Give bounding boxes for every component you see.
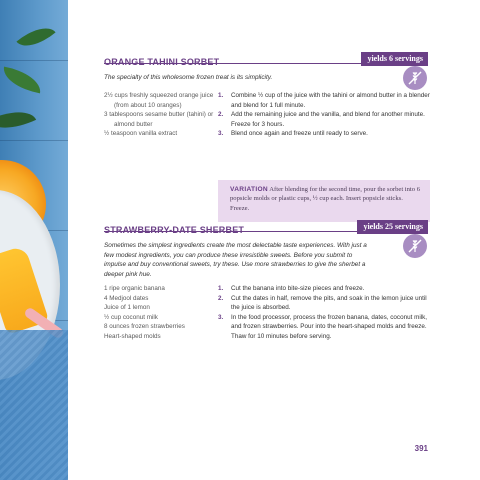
- ingredients-list: [104, 91, 216, 139]
- step-item: [218, 110, 430, 129]
- ingredient-item: Juice of 1 lemon: [104, 304, 150, 312]
- gluten-free-wheat-icon: [403, 66, 427, 90]
- ingredient-item: 3 tablespoons sesame butter (tahini) or almond butter: [104, 111, 214, 128]
- step-item: [218, 284, 430, 294]
- step-text: Blend once again and freeze until ready to serve.: [231, 130, 368, 138]
- ingredient-item: 4 Medjool dates: [104, 294, 149, 302]
- ingredient-item: ½ cup coconut milk: [104, 313, 158, 321]
- ingredient-item: 2½ cups freshly squeezed orange juice (from about 10 oranges): [104, 92, 214, 109]
- step-number: 1.: [218, 285, 224, 292]
- step-number: 3.: [218, 130, 224, 138]
- step-text: Cut the dates in half, remove the pits, and soak in the lemon juice until the juice is absorbed.: [231, 294, 427, 312]
- step-number: 3.: [218, 313, 224, 321]
- ingredient-item: ½ teaspoon vanilla extract: [104, 130, 178, 138]
- step-number: 2.: [218, 294, 224, 302]
- variation-text: After blending for the second time, pour the sorbet into 6 popsicle molds or plastic cups, ½ cup each. Insert popsicle sticks. Freeze.: [230, 186, 421, 212]
- steps-list: [218, 284, 430, 342]
- gluten-free-wheat-icon: [403, 234, 427, 258]
- yields-label: yields 6 servings: [361, 52, 428, 66]
- recipe-title: STRAWBERRY-DATE SHERBET: [104, 225, 245, 235]
- recipe-intro: Sometimes the simplest ingredients create the most delectable taste experiences. With just a few modest ingredients, you can produce these irresistible sweets. Before you submit to impulse and buy conventional sweets, try these. Use more strawberries to give the sherbet a deeper pink hue.: [104, 242, 367, 278]
- ingredients-list: [104, 284, 216, 342]
- ingredient-item: 8 ounces frozen strawberries: [104, 323, 185, 331]
- recipe-title: ORANGE TAHINI SORBET: [104, 57, 220, 67]
- step-item: [218, 313, 430, 342]
- page-number: 391: [414, 444, 428, 453]
- step-text: In the food processor, process the frozen banana, dates, coconut milk, and frozen strawberries. Pour into the heart-shaped molds and freeze. Thaw for 10 minutes before serving.: [231, 313, 428, 340]
- step-text: Add the remaining juice and the vanilla, and blend for another minute. Freeze for 3 hours.: [231, 111, 425, 128]
- step-item: [218, 129, 430, 139]
- ingredient-item: Heart-shaped molds: [104, 332, 161, 340]
- variation-box: [218, 180, 430, 222]
- step-number: 2.: [218, 111, 224, 119]
- step-text: Combine ½ cup of the juice with the tahini or almond butter in a blender and blend for 1 full minute.: [231, 92, 430, 109]
- yields-label: yields 25 servings: [357, 220, 428, 234]
- step-number: 1.: [218, 92, 224, 99]
- step-item: [218, 294, 430, 313]
- step-text: Cut the banana into bite-size pieces and freeze.: [231, 285, 365, 292]
- ingredient-item: 1 ripe organic banana: [104, 285, 165, 292]
- orange-popsicle-photo: [0, 0, 68, 480]
- recipe-intro: The specialty of this wholesome frozen treat is its simplicity.: [104, 74, 273, 81]
- step-item: [218, 91, 430, 110]
- steps-list: [218, 91, 430, 139]
- variation-label: VARIATION: [230, 186, 268, 193]
